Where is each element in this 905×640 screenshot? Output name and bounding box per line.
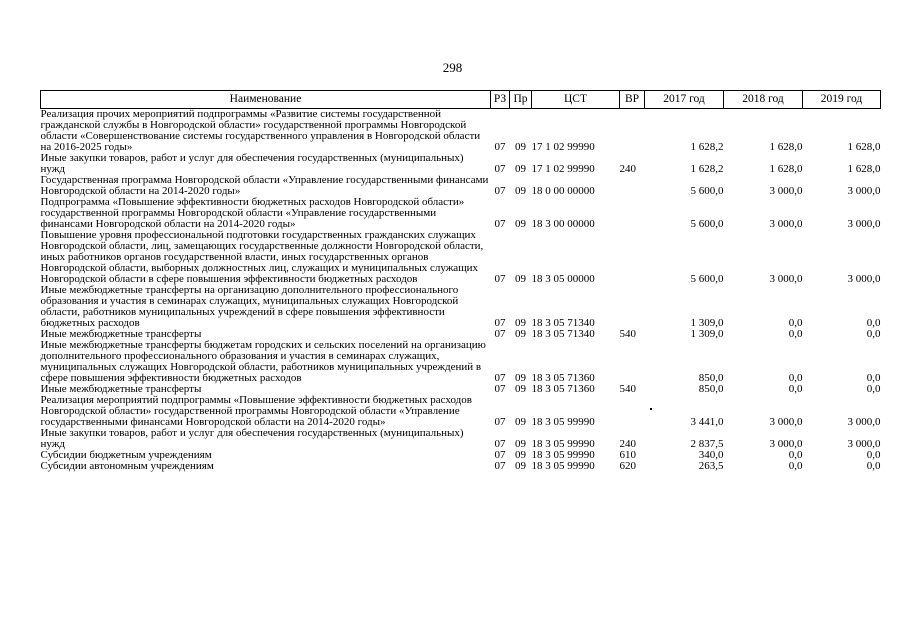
row-2017: 340,0 xyxy=(698,449,724,461)
row-2019: 3 000,0 xyxy=(847,185,881,197)
table-row xyxy=(41,395,881,428)
row-vr: 540 xyxy=(619,383,636,395)
row-2018: 3 000,0 xyxy=(769,416,803,428)
row-cst: 18 3 05 99990 xyxy=(531,460,595,472)
row-2019: 3 000,0 xyxy=(847,273,881,285)
row-2018: 3 000,0 xyxy=(769,273,803,285)
row-rz: 07 xyxy=(494,328,506,340)
row-2018: 0,0 xyxy=(788,460,803,472)
row-2019: 3 000,0 xyxy=(847,438,881,450)
table-row xyxy=(41,340,881,384)
header-cst: ЦСТ xyxy=(532,91,620,109)
row-pr: 09 xyxy=(515,328,526,340)
table-row xyxy=(41,461,881,472)
row-name: Подпрограмма «Повышение эффективности бюджетных расходов Новгородской области» государственной программы Новгородской области «Управление государственными финансами Новгородской области на 2014-2020 годы» xyxy=(40,196,465,230)
row-vr xyxy=(620,109,645,154)
row-2019: 3 000,0 xyxy=(847,218,881,230)
row-2018: 3 000,0 xyxy=(769,218,803,230)
header-vr: ВР xyxy=(620,91,645,109)
row-rz: 07 xyxy=(494,383,506,395)
header-2017: 2017 год xyxy=(645,91,724,109)
scan-speck xyxy=(650,408,652,410)
row-cst: 18 3 05 99990 xyxy=(531,438,595,450)
row-pr: 09 xyxy=(515,416,526,428)
table-header xyxy=(41,91,881,109)
header-pr: Пр xyxy=(510,91,532,109)
row-name: Иные межбюджетные трансферты на организацию дополнительного профессионального образования и участия в семинарах служащих, муниципальных служащих Новгородской области, работников муниципальных учреждений в сфере повышения эффективности бюджетных расходов xyxy=(40,284,459,329)
row-pr: 09 xyxy=(515,273,526,285)
table-row xyxy=(41,109,881,154)
row-rz: 07 xyxy=(494,185,506,197)
row-rz: 07 xyxy=(494,449,506,461)
row-cst: 18 3 05 99990 xyxy=(531,416,595,428)
row-2019: 3 000,0 xyxy=(847,416,881,428)
row-2018: 1 628,0 xyxy=(769,163,803,175)
row-name: Повышение уровня профессиональной подготовки государственных гражданских служащих Новгородской области, лиц, замещающих государственные должности Новгородской области, иных работников органов государственной власти, иных государственных органов Новгородской области, выборных должностных лиц, служащих и муниципальных служащих Новгородской области в сфере повышения эффективности бюджетных расходов xyxy=(40,229,484,285)
row-2019: 1 628,0 xyxy=(847,141,881,153)
row-vr xyxy=(620,395,645,428)
row-2019: 0,0 xyxy=(866,372,881,384)
row-cst: 17 1 02 99990 xyxy=(531,163,595,175)
row-2017: 5 600,0 xyxy=(690,273,724,285)
header-2018: 2018 год xyxy=(724,91,803,109)
row-2017: 3 441,0 xyxy=(690,416,724,428)
row-rz: 07 xyxy=(494,438,506,450)
row-pr: 09 xyxy=(515,218,526,230)
row-2017: 1 628,2 xyxy=(690,163,724,175)
row-name: Иные закупки товаров, работ и услуг для обеспечения государственных (муниципальных) нужд xyxy=(40,152,464,175)
row-rz: 07 xyxy=(494,141,506,153)
row-2017: 5 600,0 xyxy=(690,218,724,230)
row-rz: 07 xyxy=(494,218,506,230)
row-pr: 09 xyxy=(515,383,526,395)
row-pr: 09 xyxy=(515,460,526,472)
row-name: Иные межбюджетные трансферты бюджетам городских и сельских поселений на организацию дополнительного профессионального образования и участия в семинарах служащих, муниципальных служащих Новгородской области, работников муниципальных учреждений в сфере повышения эффективности бюджетных расходов xyxy=(40,339,486,384)
row-2017: 1 309,0 xyxy=(690,328,724,340)
row-pr: 09 xyxy=(515,438,526,450)
table-body xyxy=(41,109,881,473)
row-vr: 240 xyxy=(619,438,636,450)
row-2017: 5 600,0 xyxy=(690,185,724,197)
row-name: Субсидии автономным учреждениям xyxy=(40,460,214,472)
row-vr: 240 xyxy=(619,163,636,175)
row-name: Реализация прочих мероприятий подпрограммы «Развитие системы государственной гражданской службы в Новгородской области» государственной программы Новгородской области «Совершенствование системы государственного управления в Новгородской области на 2016-2025 годы» xyxy=(40,108,481,153)
row-rz: 07 xyxy=(494,416,506,428)
row-cst: 18 3 05 00000 xyxy=(531,273,595,285)
table-row xyxy=(41,428,881,450)
row-pr: 09 xyxy=(515,372,526,384)
row-cst: 18 3 05 71360 xyxy=(531,383,595,395)
row-vr xyxy=(620,285,645,329)
row-cst: 18 3 00 00000 xyxy=(531,218,595,230)
row-rz: 07 xyxy=(494,273,506,285)
row-vr xyxy=(620,230,645,285)
row-2018: 0,0 xyxy=(788,383,803,395)
page-number: 298 xyxy=(442,60,463,75)
row-2018: 0,0 xyxy=(788,328,803,340)
header-2019: 2019 год xyxy=(803,91,881,109)
row-pr: 09 xyxy=(515,185,526,197)
row-2019: 0,0 xyxy=(866,328,881,340)
header-rz: РЗ xyxy=(491,91,510,109)
row-2017: 1 628,2 xyxy=(690,141,724,153)
row-2017: 850,0 xyxy=(698,372,724,384)
row-2017: 1 309,0 xyxy=(690,317,724,329)
row-2018: 0,0 xyxy=(788,449,803,461)
row-2019: 0,0 xyxy=(866,449,881,461)
row-vr xyxy=(620,175,645,197)
row-pr: 09 xyxy=(515,449,526,461)
row-name: Иные межбюджетные трансферты xyxy=(40,328,202,340)
row-cst: 17 1 02 99990 xyxy=(531,141,595,153)
header-name: Наименование xyxy=(41,91,491,109)
row-2019: 0,0 xyxy=(866,460,881,472)
row-pr: 09 xyxy=(515,163,526,175)
table-row xyxy=(41,285,881,329)
row-pr: 09 xyxy=(515,317,526,329)
table-row xyxy=(41,175,881,197)
row-2019: 0,0 xyxy=(866,383,881,395)
row-rz: 07 xyxy=(494,372,506,384)
row-cst: 18 3 05 71340 xyxy=(531,317,595,329)
row-rz: 07 xyxy=(494,163,506,175)
row-2019: 1 628,0 xyxy=(847,163,881,175)
row-cst: 18 3 05 71340 xyxy=(531,328,595,340)
row-name: Субсидии бюджетным учреждениям xyxy=(40,449,212,461)
table-row xyxy=(41,153,881,175)
row-name: Государственная программа Новгородской области «Управление государственными финансами Новгородской области на 2014-2020 годы» xyxy=(40,174,489,197)
row-2018: 1 628,0 xyxy=(769,141,803,153)
row-rz: 07 xyxy=(494,317,506,329)
row-vr: 620 xyxy=(619,460,636,472)
budget-table xyxy=(40,90,881,472)
row-vr xyxy=(620,197,645,230)
row-cst: 18 3 05 71360 xyxy=(531,372,595,384)
row-vr: 610 xyxy=(619,449,636,461)
row-name: Иные межбюджетные трансферты xyxy=(40,383,202,395)
row-cst: 18 0 00 00000 xyxy=(531,185,595,197)
row-2017: 2 837,5 xyxy=(690,438,724,450)
row-2017: 263,5 xyxy=(698,460,724,472)
table-row xyxy=(41,197,881,230)
row-2019: 0,0 xyxy=(866,317,881,329)
row-name: Реализация мероприятий подпрограммы «Повышение эффективности бюджетных расходов Новгородской области» государственной программы Новгородской области «Управление государственными финансами Новгородской области на 2014-2020 годы» xyxy=(40,394,472,428)
table-row xyxy=(41,230,881,285)
row-vr xyxy=(620,340,645,384)
row-2017: 850,0 xyxy=(698,383,724,395)
row-2018: 0,0 xyxy=(788,372,803,384)
row-vr: 540 xyxy=(619,328,636,340)
row-name: Иные закупки товаров, работ и услуг для обеспечения государственных (муниципальных) нужд xyxy=(40,427,464,450)
row-cst: 18 3 05 99990 xyxy=(531,449,595,461)
row-2018: 3 000,0 xyxy=(769,438,803,450)
row-pr: 09 xyxy=(515,141,526,153)
row-rz: 07 xyxy=(494,460,506,472)
row-2018: 0,0 xyxy=(788,317,803,329)
row-2018: 3 000,0 xyxy=(769,185,803,197)
